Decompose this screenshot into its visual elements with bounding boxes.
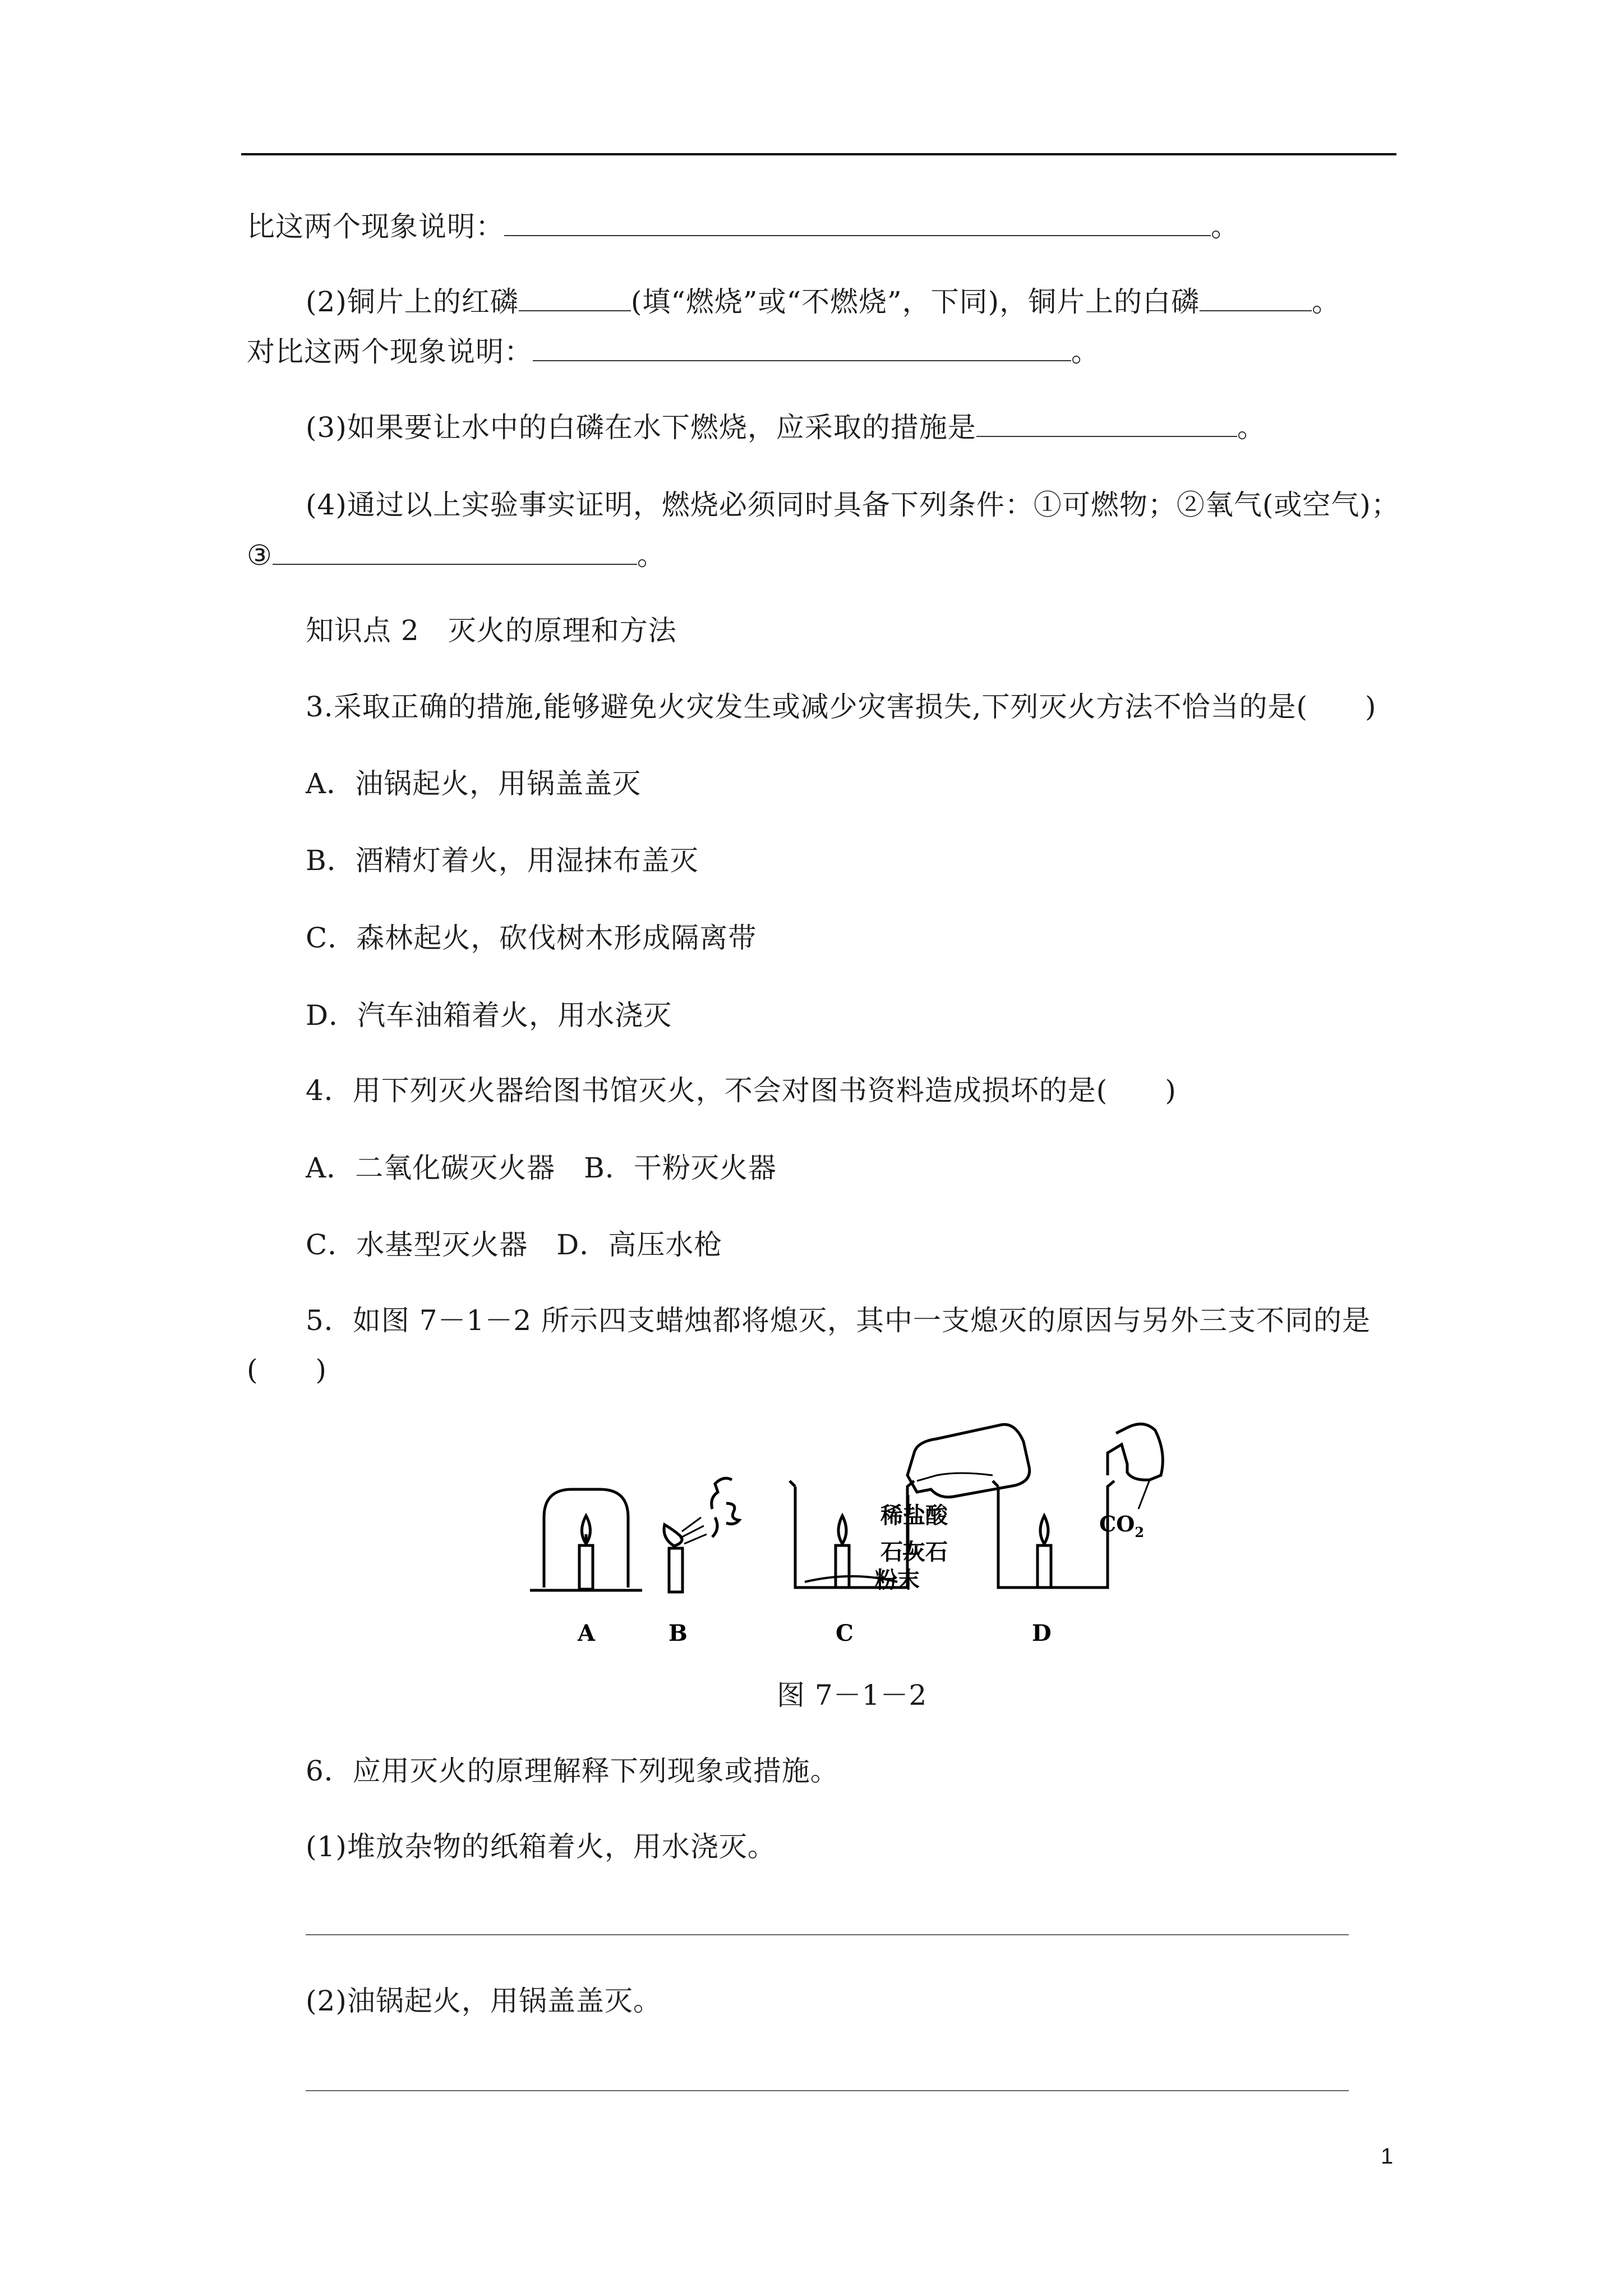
line-tail: 。 [1211, 210, 1239, 243]
apparatus-a [530, 1489, 642, 1590]
line-text: (3)如果要让水中的白磷在水下燃烧，应采取的措施是 [306, 411, 976, 444]
answer-blank[interactable] [1200, 286, 1312, 311]
co2-label: $CO_2$ [1099, 1511, 1145, 1540]
q3-option-a[interactable]: A．油锅起火，用锅盖盖灭 [306, 767, 642, 800]
question-3: 3.采取正确的措施,能够避免火灾发生或减少灾害损失,下列灭火方法不恰当的是( ) [306, 691, 1377, 723]
answer-blank[interactable] [273, 539, 637, 565]
header-rule [241, 153, 1396, 155]
line-text: (2)铜片上的红磷 [306, 286, 519, 318]
question-6: 6．应用灭火的原理解释下列现象或措施。 [306, 1755, 839, 1787]
q3-option-d[interactable]: D．汽车油箱着火，用水浇灭 [306, 999, 672, 1032]
q2-2-line [306, 284, 1340, 320]
question-4: 4．用下列灭火器给图书馆灭火，不会对图书资料造成损坏的是( ) [306, 1074, 1177, 1107]
apparatus-b [664, 1478, 739, 1592]
apparatus-d [993, 1424, 1163, 1588]
question-5-brackets: ( ) [247, 1354, 328, 1386]
page-number: 1 [1381, 2144, 1394, 2169]
figure-caption: 图 7－1－2 [777, 1679, 928, 1711]
q2-4-line [306, 487, 1400, 523]
q3-option-c[interactable]: C．森林起火，砍伐树木形成隔离带 [306, 922, 757, 954]
q4-options-cd[interactable]: C．水基型灭火器 D．高压水枪 [306, 1228, 723, 1261]
question-6-2: (2)油锅起火，用锅盖盖灭。 [306, 1985, 662, 2017]
answer-line[interactable] [306, 1934, 1349, 1935]
line-tail: 。 [1312, 286, 1341, 318]
line-tail: 。 [1071, 335, 1100, 368]
q3-option-b[interactable]: B．酒精灯着火，用湿抹布盖灭 [306, 844, 699, 877]
label-a: A [578, 1620, 596, 1646]
answer-blank[interactable] [533, 335, 1071, 361]
label-d: D [1032, 1620, 1052, 1646]
question-6-1: (1)堆放杂物的纸箱着火，用水浇灭。 [306, 1830, 776, 1863]
label-c: C [836, 1620, 854, 1646]
limestone-label: 石灰石 [880, 1539, 948, 1565]
q4-options-ab[interactable]: A．二氧化碳灭火器 B．干粉灭火器 [306, 1152, 777, 1184]
answer-line[interactable] [306, 2090, 1349, 2091]
answer-blank[interactable] [976, 411, 1237, 437]
line-text: (填“燃烧”或“不燃烧”，下同)，铜片上的白磷 [630, 286, 1200, 318]
answer-blank[interactable] [504, 210, 1211, 236]
acid-label: 稀盐酸 [880, 1502, 948, 1529]
q2-1-conclusion [247, 209, 1239, 245]
line-tail: 。 [1237, 411, 1266, 444]
line-text: 对比这两个现象说明： [247, 335, 533, 368]
line-text: (4)通过以上实验事实证明，燃烧必须同时具备下列条件：①可燃物；②氧气(或空气)； [306, 489, 1400, 521]
candle-figure [522, 1419, 1166, 1655]
line-text: ③ [247, 539, 273, 572]
section-heading: 知识点 2 灭火的原理和方法 [306, 614, 677, 647]
question-5: 5．如图 7－1－2 所示四支蜡烛都将熄灭，其中一支熄灭的原因与另外三支不同的是 [306, 1304, 1371, 1337]
answer-blank[interactable] [519, 286, 631, 311]
q2-4-blank-line [247, 537, 666, 573]
label-b: B [668, 1620, 688, 1646]
q2-3-line [306, 409, 1266, 445]
line-tail: 。 [637, 539, 666, 572]
q2-2-conclusion [247, 334, 1100, 370]
line-text: 比这两个现象说明： [247, 210, 504, 243]
powder-label: 粉末 [875, 1567, 920, 1593]
